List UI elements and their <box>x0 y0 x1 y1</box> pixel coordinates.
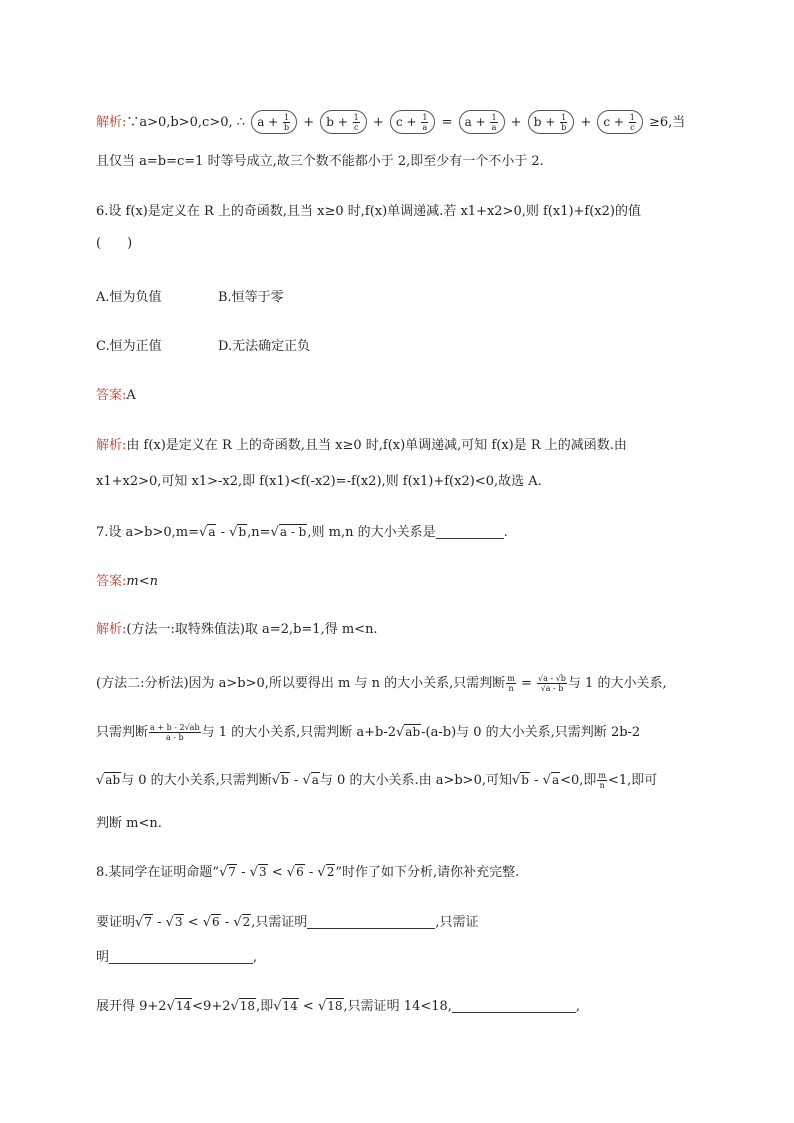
m2-text-c: -(a-b)与 0 的大小关系,只需判断 2b-2 <box>421 725 641 740</box>
answer-blank[interactable] <box>109 949 253 964</box>
m2-text-c: 与 0 的大小关系.由 a>b>0,可知 <box>319 773 512 788</box>
q8-stem: 8.某同学在证明命题“√7 - √3 < √6 - √2”时作了如下分析,请你补充完整. <box>96 865 520 880</box>
q6-option-b: B.恒等于零 <box>218 290 284 305</box>
q7-stem-b: ,n= <box>247 525 271 540</box>
q6-stem: 6.设 f(x)是定义在 R 上的奇函数,且当 x≥0 时,f(x)单调递减.若 x1+x2>0,则 f(x1)+f(x2)的值 <box>96 204 641 219</box>
q6-analysis-line-1 <box>96 436 627 456</box>
q8-stem-a: 8.某同学在证明命题“ <box>96 865 220 880</box>
q8-line-1: 要证明√7 - √3 < √6 - √2,只需证明 ,只需证 <box>96 915 479 930</box>
m2-text-d: <0,即 <box>560 773 597 788</box>
term: a + $\frac{1}{a}$ <box>459 110 505 134</box>
analysis-label: 解析: <box>96 622 127 637</box>
m2-text: (方法二:分析法)因为 a>b>0,所以要得出 m 与 n 的大小关系,只需判断 <box>96 676 506 691</box>
q6-analysis-line-2: x1+x2>0,可知 x1>-x2,即 f(x1)<f(-x2)=-f(x2),则 f(x1)+f(x2)<0,故选 A. <box>96 474 542 489</box>
q8-stem-b: ”时作了如下分析,请你补充完整. <box>335 865 520 880</box>
m-over-n: $\frac{m}{n}$ <box>507 674 515 693</box>
q5-condition: ∵a>0,b>0,c>0, ∴ <box>126 115 246 130</box>
answer-blank[interactable] <box>436 524 504 539</box>
q8-l3-b: <9+2 <box>192 999 231 1014</box>
analysis-label: 解析: <box>96 438 127 453</box>
q6-paren: ( ) <box>96 236 133 251</box>
m-over-n: $\frac{m}{n}$ <box>598 771 606 790</box>
q7-stem-c: ,则 m,n 的大小关系是 <box>307 525 436 540</box>
q8-l1-b: ,只需证明 <box>251 915 308 930</box>
q8-l2-end: , <box>253 950 258 965</box>
analysis-label: 解析: <box>96 115 127 130</box>
q7-method-1 <box>96 620 378 640</box>
m2-text-e: <1,即可 <box>607 773 658 788</box>
q7-method-2-line-1: (方法二:分析法)因为 a>b>0,所以要得出 m 与 n 的大小关系,只需判断 $\frac{m}{n}$ = $\frac{√a - √b}{√a - b}$ 与 1 的大小关系, <box>96 674 667 693</box>
q8-line-3: 展开得 9+2√14<9+2√18,即√14 < √18,只需证明 14<18, , <box>96 999 581 1014</box>
q6-option-c: C.恒为正值 <box>96 339 162 354</box>
q7-stem: 7.设 a>b>0,m=√a - √b,n=√a - b,则 m,n 的大小关系是 . <box>96 525 508 540</box>
q6-option-d: D.无法确定正负 <box>218 339 311 354</box>
term: b + $\frac{1}{c}$ <box>320 110 366 134</box>
q7-method-2-line-2: 只需判断 $\frac{a + b - 2√ab}{a - b}$ 与 1 的大小关系,只需判断 a+b-2√ab-(a-b)与 0 的大小关系,只需判断 2b-2 <box>96 723 641 742</box>
m2-text: 只需判断 <box>96 725 149 740</box>
q8-l2: 明 <box>96 950 110 965</box>
q7-answer <box>96 572 158 592</box>
q5-analysis-line-1: 解析:∵a>0,b>0,c>0, ∴ a + $\frac{1}{b}$ + b + $\frac{1}{c}$ + c + $\frac{1}{a}$ = a + $\frac{1}{a}$ + b + $\frac{1}{b}$ + c + $\frac{1}{c}$ ≥6,当 <box>96 110 685 134</box>
q8-l1-a: 要证明 <box>96 915 136 930</box>
q7-stem-a: 7.设 a>b>0,m= <box>96 525 200 540</box>
answer-blank[interactable] <box>307 914 435 929</box>
analysis-text: 由 f(x)是定义在 R 上的奇函数,且当 x≥0 时,f(x)单调递减,可知 f(x)是 R 上的减函数.由 <box>126 438 627 453</box>
answer-value: m<n <box>126 574 158 589</box>
answer-label: 答案: <box>96 574 127 589</box>
q7-method-2-line-3: √ab与 0 的大小关系,只需判断√b - √a与 0 的大小关系.由 a>b>0,可知√b - √a<0,即 $\frac{m}{n}$ <1,即可 <box>96 771 658 790</box>
q8-l3-d: ,只需证明 14<18, <box>343 999 452 1014</box>
fraction: $\frac{a + b - 2√ab}{a - b}$ <box>150 723 200 742</box>
answer-label: 答案: <box>96 388 127 403</box>
answer-value: A <box>126 388 136 403</box>
q8-l3-end: , <box>575 999 581 1014</box>
term: c + $\frac{1}{a}$ <box>390 110 436 134</box>
term: b + $\frac{1}{b}$ <box>528 110 574 134</box>
method-1-text: (方法一:取特殊值法)取 a=2,b=1,得 m<n. <box>126 622 378 637</box>
term: c + $\frac{1}{c}$ <box>597 110 643 134</box>
q6-option-a: A.恒为负值 <box>96 290 162 305</box>
q5-result: ≥6,当 <box>649 115 686 130</box>
q7-stem-end: . <box>503 525 508 540</box>
answer-blank[interactable] <box>452 998 576 1013</box>
q8-l1-c: ,只需证 <box>435 915 479 930</box>
q8-l3-c: ,即 <box>256 999 274 1014</box>
ratio-fraction: $\frac{√a - √b}{√a - b}$ <box>538 674 566 693</box>
m2-text-b: 与 1 的大小关系,只需判断 a+b-2 <box>201 725 396 740</box>
m2-text-b: 与 0 的大小关系,只需判断 <box>121 773 272 788</box>
term: a + $\frac{1}{b}$ <box>251 110 297 134</box>
m2-text-b: 与 1 的大小关系, <box>567 676 667 691</box>
q8-l3-a: 展开得 9+2 <box>96 999 167 1014</box>
q7-method-2-line-4: 判断 m<n. <box>96 816 162 831</box>
q6-answer <box>96 386 136 406</box>
q5-analysis-line-2: 且仅当 a=b=c=1 时等号成立,故三个数不能都小于 2,即至少有一个不小于 2. <box>96 154 544 169</box>
q8-line-2 <box>96 948 257 968</box>
